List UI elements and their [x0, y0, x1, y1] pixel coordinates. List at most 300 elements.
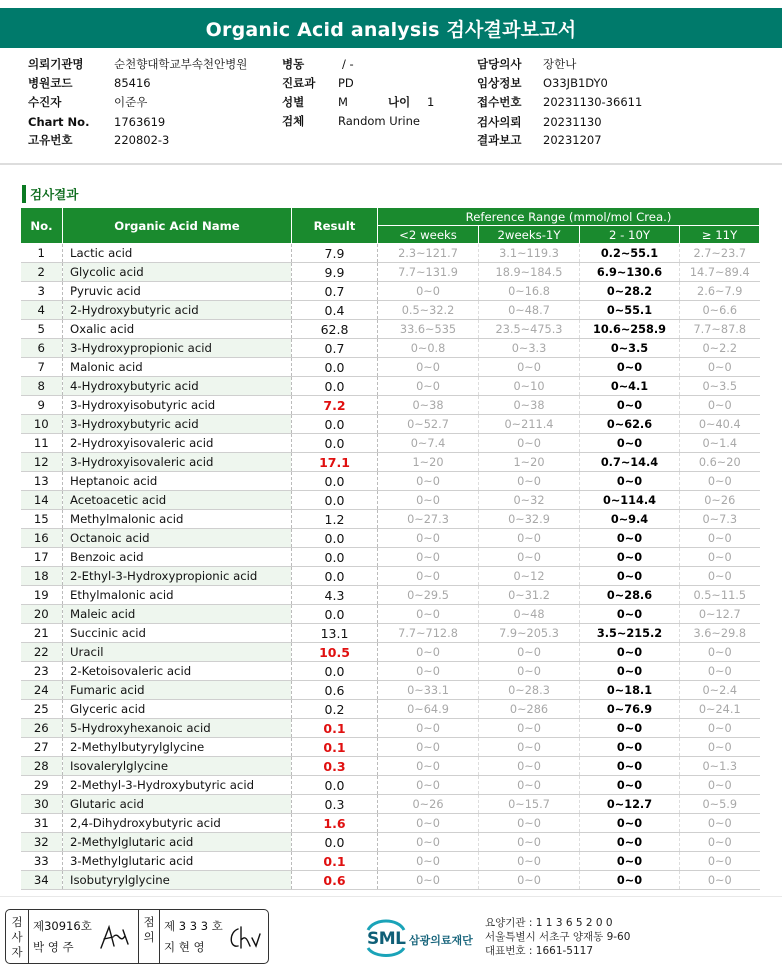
table-row — [21, 282, 760, 301]
range-under-2-weeks: 0~27.3 — [378, 510, 479, 529]
range-under-2-weeks: 0~38 — [378, 396, 479, 415]
patient-info — [0, 55, 782, 155]
range-2-weeks-to-1-year: 0~0 — [479, 434, 580, 453]
chart-no-label: Chart No. — [28, 115, 90, 129]
table-row — [21, 548, 760, 567]
result-value: 4.3 — [292, 586, 378, 605]
acid-name: 4-Hydroxybutyric acid — [63, 377, 292, 396]
range-11-years-plus: 0~24.1 — [680, 700, 760, 719]
ward-label: 병동 — [282, 57, 305, 71]
range-under-2-weeks: 0~0 — [378, 529, 479, 548]
range-2-to-10-years: 0~0 — [580, 358, 680, 377]
range-11-years-plus: 2.6~7.9 — [680, 282, 760, 301]
table-row — [21, 320, 760, 339]
range-under-2-weeks: 0~0 — [378, 491, 479, 510]
range-under-2-weeks: 0~52.7 — [378, 415, 479, 434]
table-row — [21, 377, 760, 396]
range-11-years-plus: 0~0 — [680, 358, 760, 377]
table-row — [21, 567, 760, 586]
acid-name: 3-Hydroxypropionic acid — [63, 339, 292, 358]
range-2-to-10-years: 0~0 — [580, 719, 680, 738]
range-11-years-plus: 0~3.5 — [680, 377, 760, 396]
range-2-to-10-years: 0~114.4 — [580, 491, 680, 510]
table-row — [21, 415, 760, 434]
acid-name: Benzoic acid — [63, 548, 292, 567]
table-row — [21, 776, 760, 795]
range-2-weeks-to-1-year: 0~32 — [479, 491, 580, 510]
range-2-weeks-to-1-year: 3.1~119.3 — [479, 244, 580, 263]
range-under-2-weeks: 33.6~535 — [378, 320, 479, 339]
department-value: PD — [338, 76, 354, 90]
unique-no-label: 고유번호 — [28, 133, 73, 147]
range-2-to-10-years: 0~55.1 — [580, 301, 680, 320]
range-under-2-weeks: 0~0 — [378, 605, 479, 624]
result-value: 7.2 — [292, 396, 378, 415]
row-number: 31 — [21, 814, 63, 833]
range-2-weeks-to-1-year: 0~0 — [479, 814, 580, 833]
examiner-label: 검사자 — [11, 915, 23, 959]
row-number: 27 — [21, 738, 63, 757]
result-value: 0.6 — [292, 871, 378, 890]
table-row — [21, 263, 760, 282]
range-11-years-plus: 0~2.2 — [680, 339, 760, 358]
range-2-weeks-to-1-year: 0~38 — [479, 396, 580, 415]
table-row — [21, 833, 760, 852]
row-number: 26 — [21, 719, 63, 738]
range-2-weeks-to-1-year: 1~20 — [479, 453, 580, 472]
row-number: 12 — [21, 453, 63, 472]
row-number: 33 — [21, 852, 63, 871]
result-value: 0.0 — [292, 833, 378, 852]
institution-phone: 대표번호 : 1661-5117 — [485, 945, 594, 957]
result-value: 9.9 — [292, 263, 378, 282]
range-11-years-plus: 14.7~89.4 — [680, 263, 760, 282]
acid-name: Octanoic acid — [63, 529, 292, 548]
table-row — [21, 681, 760, 700]
range-11-years-plus: 0~0 — [680, 776, 760, 795]
range-11-years-plus: 0~0 — [680, 871, 760, 890]
col-header-range-2: 2weeks-1Y — [479, 226, 580, 244]
acid-name: Maleic acid — [63, 605, 292, 624]
row-number: 1 — [21, 244, 63, 263]
acid-name: Methylmalonic acid — [63, 510, 292, 529]
signature-separator — [28, 910, 29, 963]
doctor-value: 장한나 — [543, 57, 577, 71]
acid-name: Fumaric acid — [63, 681, 292, 700]
range-2-to-10-years: 0~28.2 — [580, 282, 680, 301]
result-value: 0.7 — [292, 339, 378, 358]
examiner-signature — [98, 924, 132, 952]
range-11-years-plus: 0~0 — [680, 548, 760, 567]
row-number: 7 — [21, 358, 63, 377]
range-2-to-10-years: 0~12.7 — [580, 795, 680, 814]
range-11-years-plus: 0.6~20 — [680, 453, 760, 472]
specimen-label: 검체 — [282, 114, 305, 128]
result-value: 0.2 — [292, 700, 378, 719]
row-number: 19 — [21, 586, 63, 605]
acid-name: 3-Hydroxyisobutyric acid — [63, 396, 292, 415]
result-value: 1.6 — [292, 814, 378, 833]
range-2-weeks-to-1-year: 0~0 — [479, 757, 580, 776]
table-row — [21, 491, 760, 510]
table-row — [21, 700, 760, 719]
range-2-to-10-years: 0.2~55.1 — [580, 244, 680, 263]
row-number: 32 — [21, 833, 63, 852]
result-value: 13.1 — [292, 624, 378, 643]
patient-label: 수진자 — [28, 95, 62, 109]
report-title: Organic Acid analysis 검사결과보고서 — [0, 8, 782, 48]
range-11-years-plus: 0~0 — [680, 852, 760, 871]
range-11-years-plus: 0~2.4 — [680, 681, 760, 700]
footer-divider — [0, 896, 782, 897]
unique-no-value: 220802-3 — [114, 133, 170, 147]
reviewer-label: 점의 — [143, 915, 155, 944]
range-2-to-10-years: 0~0 — [580, 529, 680, 548]
result-value: 17.1 — [292, 453, 378, 472]
range-under-2-weeks: 0~0 — [378, 776, 479, 795]
clinical-info-value: O33JB1DY0 — [543, 76, 608, 90]
acid-name: 2-Methylglutaric acid — [63, 833, 292, 852]
range-2-to-10-years: 10.6~258.9 — [580, 320, 680, 339]
result-value: 62.8 — [292, 320, 378, 339]
institution-info — [485, 916, 630, 958]
range-2-to-10-years: 0~28.6 — [580, 586, 680, 605]
result-value: 0.0 — [292, 472, 378, 491]
row-number: 30 — [21, 795, 63, 814]
range-11-years-plus: 0~40.4 — [680, 415, 760, 434]
range-11-years-plus: 0~6.6 — [680, 301, 760, 320]
acid-name: Lactic acid — [63, 244, 292, 263]
acid-name: 2-Ketoisovaleric acid — [63, 662, 292, 681]
range-2-to-10-years: 0~0 — [580, 567, 680, 586]
range-11-years-plus: 7.7~87.8 — [680, 320, 760, 339]
range-under-2-weeks: 0~0 — [378, 719, 479, 738]
acid-name: Uracil — [63, 643, 292, 662]
sex-label: 성별 — [282, 95, 305, 109]
range-under-2-weeks: 0.5~32.2 — [378, 301, 479, 320]
range-2-weeks-to-1-year: 0~0 — [479, 662, 580, 681]
report-date-label: 결과보고 — [477, 133, 522, 147]
col-header-result: Result — [292, 208, 378, 244]
table-row — [21, 852, 760, 871]
range-11-years-plus: 0~0 — [680, 719, 760, 738]
range-under-2-weeks: 0~0.8 — [378, 339, 479, 358]
row-number: 17 — [21, 548, 63, 567]
row-number: 4 — [21, 301, 63, 320]
acid-name: Oxalic acid — [63, 320, 292, 339]
result-value: 0.0 — [292, 605, 378, 624]
request-date-label: 검사의뢰 — [477, 115, 522, 129]
range-2-weeks-to-1-year: 7.9~205.3 — [479, 624, 580, 643]
results-table — [20, 207, 760, 890]
reviewer-signature — [226, 924, 262, 952]
col-header-range-4: ≥ 11Y — [680, 226, 760, 244]
table-row — [21, 871, 760, 890]
age-value: 1 — [427, 95, 435, 109]
range-2-to-10-years: 0~0 — [580, 757, 680, 776]
hospital-code-label: 병원코드 — [28, 76, 73, 90]
result-value: 0.0 — [292, 434, 378, 453]
acid-name: 2-Methylbutyrylglycine — [63, 738, 292, 757]
doctor-label: 담당의사 — [477, 57, 522, 71]
sex-value: M — [338, 95, 348, 109]
acid-name: Ethylmalonic acid — [63, 586, 292, 605]
result-value: 10.5 — [292, 643, 378, 662]
range-2-to-10-years: 0~62.6 — [580, 415, 680, 434]
clinical-info-label: 임상정보 — [477, 76, 522, 90]
range-2-weeks-to-1-year: 0~0 — [479, 833, 580, 852]
table-row — [21, 605, 760, 624]
section-marker — [22, 185, 26, 203]
row-number: 3 — [21, 282, 63, 301]
acid-name: Succinic acid — [63, 624, 292, 643]
hospital-code-value: 85416 — [114, 76, 151, 90]
result-value: 0.0 — [292, 548, 378, 567]
range-2-to-10-years: 3.5~215.2 — [580, 624, 680, 643]
institution-address: 서울특별시 서초구 양재동 9-60 — [485, 931, 631, 943]
acid-name: Malonic acid — [63, 358, 292, 377]
range-2-weeks-to-1-year: 23.5~475.3 — [479, 320, 580, 339]
table-row — [21, 662, 760, 681]
result-value: 0.0 — [292, 358, 378, 377]
range-under-2-weeks: 0~0 — [378, 548, 479, 567]
result-value: 0.0 — [292, 529, 378, 548]
age-label: 나이 — [388, 95, 411, 109]
acid-name: Glycolic acid — [63, 263, 292, 282]
row-number: 21 — [21, 624, 63, 643]
table-row — [21, 396, 760, 415]
row-number: 6 — [21, 339, 63, 358]
specimen-value: Random Urine — [338, 114, 420, 128]
acid-name: Pyruvic acid — [63, 282, 292, 301]
row-number: 15 — [21, 510, 63, 529]
institution-label: 의뢰기관명 — [28, 57, 84, 71]
acid-name: Isovalerylglycine — [63, 757, 292, 776]
row-number: 16 — [21, 529, 63, 548]
acid-name: 5-Hydroxyhexanoic acid — [63, 719, 292, 738]
result-value: 0.1 — [292, 719, 378, 738]
acid-name: 2,4-Dihydroxybutyric acid — [63, 814, 292, 833]
examiner-name: 박 영 주 — [33, 940, 74, 954]
range-2-weeks-to-1-year: 18.9~184.5 — [479, 263, 580, 282]
result-value: 0.7 — [292, 282, 378, 301]
row-number: 14 — [21, 491, 63, 510]
range-11-years-plus: 0~0 — [680, 396, 760, 415]
org-name: 삼광의료재단 — [409, 934, 473, 947]
range-under-2-weeks: 2.3~121.7 — [378, 244, 479, 263]
row-number: 8 — [21, 377, 63, 396]
examiner-license: 제30916호 — [33, 919, 92, 933]
range-under-2-weeks: 0~0 — [378, 358, 479, 377]
receipt-no-label: 접수번호 — [477, 95, 522, 109]
range-2-weeks-to-1-year: 0~0 — [479, 776, 580, 795]
range-2-to-10-years: 0~18.1 — [580, 681, 680, 700]
table-row — [21, 757, 760, 776]
range-under-2-weeks: 1~20 — [378, 453, 479, 472]
range-2-weeks-to-1-year: 0~48.7 — [479, 301, 580, 320]
result-value: 0.0 — [292, 567, 378, 586]
col-header-reference: Reference Range (mmol/mol Crea.) — [378, 208, 760, 226]
row-number: 9 — [21, 396, 63, 415]
range-11-years-plus: 0~7.3 — [680, 510, 760, 529]
result-value: 0.1 — [292, 738, 378, 757]
result-value: 7.9 — [292, 244, 378, 263]
range-11-years-plus: 0~0 — [680, 662, 760, 681]
acid-name: 2-Hydroxybutyric acid — [63, 301, 292, 320]
range-under-2-weeks: 0~0 — [378, 757, 479, 776]
receipt-no-value: 20231130-36611 — [543, 95, 643, 109]
result-value: 0.1 — [292, 852, 378, 871]
range-2-weeks-to-1-year: 0~16.8 — [479, 282, 580, 301]
acid-name: 2-Ethyl-3-Hydroxypropionic acid — [63, 567, 292, 586]
range-under-2-weeks: 0~0 — [378, 738, 479, 757]
range-2-weeks-to-1-year: 0~0 — [479, 358, 580, 377]
row-number: 25 — [21, 700, 63, 719]
institution-value: 순천향대학교부속천안병원 — [114, 57, 248, 71]
acid-name: Isobutyrylglycine — [63, 871, 292, 890]
table-row — [21, 339, 760, 358]
range-under-2-weeks: 0~26 — [378, 795, 479, 814]
col-header-no: No. — [21, 208, 63, 244]
range-2-to-10-years: 0~0 — [580, 852, 680, 871]
institution-code: 요양기관 : 1 1 3 6 5 2 0 0 — [485, 917, 613, 929]
range-2-weeks-to-1-year: 0~12 — [479, 567, 580, 586]
row-number: 13 — [21, 472, 63, 491]
range-11-years-plus: 0.5~11.5 — [680, 586, 760, 605]
acid-name: 2-Hydroxyisovaleric acid — [63, 434, 292, 453]
range-2-weeks-to-1-year: 0~10 — [479, 377, 580, 396]
range-2-to-10-years: 0~0 — [580, 738, 680, 757]
range-11-years-plus: 0~0 — [680, 529, 760, 548]
table-row — [21, 643, 760, 662]
results-body — [21, 244, 760, 890]
range-2-weeks-to-1-year: 0~31.2 — [479, 586, 580, 605]
range-under-2-weeks: 0~0 — [378, 472, 479, 491]
range-11-years-plus: 0~26 — [680, 491, 760, 510]
col-header-range-1: <2 weeks — [378, 226, 479, 244]
range-2-weeks-to-1-year: 0~48 — [479, 605, 580, 624]
reviewer-license: 제 3 3 3 호 — [164, 919, 223, 933]
range-11-years-plus: 0~1.3 — [680, 757, 760, 776]
table-row — [21, 795, 760, 814]
signature-box — [5, 909, 269, 964]
table-row — [21, 358, 760, 377]
col-header-range-3: 2 - 10Y — [580, 226, 680, 244]
range-under-2-weeks: 0~33.1 — [378, 681, 479, 700]
range-2-to-10-years: 0~0 — [580, 662, 680, 681]
acid-name: Glyceric acid — [63, 700, 292, 719]
range-2-to-10-years: 0~4.1 — [580, 377, 680, 396]
report-date-value: 20231207 — [543, 133, 602, 147]
row-number: 22 — [21, 643, 63, 662]
range-11-years-plus: 0~0 — [680, 814, 760, 833]
range-2-to-10-years: 0~3.5 — [580, 339, 680, 358]
result-value: 0.4 — [292, 301, 378, 320]
range-under-2-weeks: 0~0 — [378, 833, 479, 852]
acid-name: Acetoacetic acid — [63, 491, 292, 510]
table-row — [21, 244, 760, 263]
range-under-2-weeks: 0~0 — [378, 282, 479, 301]
section-title-text: 검사결과 — [30, 187, 79, 202]
result-value: 0.3 — [292, 795, 378, 814]
acid-name: 3-Methylglutaric acid — [63, 852, 292, 871]
range-11-years-plus: 0~0 — [680, 738, 760, 757]
col-header-name: Organic Acid Name — [63, 208, 292, 244]
result-value: 0.0 — [292, 415, 378, 434]
range-under-2-weeks: 0~0 — [378, 871, 479, 890]
row-number: 28 — [21, 757, 63, 776]
result-value: 0.3 — [292, 757, 378, 776]
range-11-years-plus: 0~1.4 — [680, 434, 760, 453]
row-number: 29 — [21, 776, 63, 795]
acid-name: 3-Hydroxybutyric acid — [63, 415, 292, 434]
range-11-years-plus: 0~0 — [680, 472, 760, 491]
range-2-weeks-to-1-year: 0~0 — [479, 643, 580, 662]
range-2-to-10-years: 0~0 — [580, 605, 680, 624]
range-2-weeks-to-1-year: 0~0 — [479, 529, 580, 548]
range-2-to-10-years: 0~0 — [580, 833, 680, 852]
acid-name: 2-Methyl-3-Hydroxybutyric acid — [63, 776, 292, 795]
range-2-weeks-to-1-year: 0~15.7 — [479, 795, 580, 814]
acid-name: Heptanoic acid — [63, 472, 292, 491]
request-date-value: 20231130 — [543, 115, 602, 129]
result-value: 0.0 — [292, 491, 378, 510]
row-number: 2 — [21, 263, 63, 282]
chart-no-value: 1763619 — [114, 115, 166, 129]
range-2-to-10-years: 0~9.4 — [580, 510, 680, 529]
range-2-weeks-to-1-year: 0~28.3 — [479, 681, 580, 700]
result-value: 1.2 — [292, 510, 378, 529]
row-number: 23 — [21, 662, 63, 681]
row-number: 20 — [21, 605, 63, 624]
range-2-weeks-to-1-year: 0~211.4 — [479, 415, 580, 434]
table-row — [21, 301, 760, 320]
range-2-to-10-years: 0~0 — [580, 396, 680, 415]
range-under-2-weeks: 0~0 — [378, 377, 479, 396]
table-row — [21, 510, 760, 529]
range-2-to-10-years: 0~0 — [580, 776, 680, 795]
range-under-2-weeks: 0~0 — [378, 567, 479, 586]
row-number: 18 — [21, 567, 63, 586]
range-2-to-10-years: 0~0 — [580, 548, 680, 567]
range-under-2-weeks: 0~0 — [378, 662, 479, 681]
logo-letters: SML — [367, 929, 406, 949]
table-row — [21, 453, 760, 472]
range-11-years-plus: 2.7~23.7 — [680, 244, 760, 263]
range-under-2-weeks: 7.7~131.9 — [378, 263, 479, 282]
range-under-2-weeks: 0~0 — [378, 814, 479, 833]
acid-name: 3-Hydroxyisovaleric acid — [63, 453, 292, 472]
range-11-years-plus: 0~5.9 — [680, 795, 760, 814]
ward-value: / - — [342, 57, 354, 71]
range-2-weeks-to-1-year: 0~0 — [479, 719, 580, 738]
range-under-2-weeks: 0~64.9 — [378, 700, 479, 719]
range-2-to-10-years: 0~76.9 — [580, 700, 680, 719]
range-2-to-10-years: 0~0 — [580, 871, 680, 890]
patient-value: 이준우 — [114, 95, 148, 109]
range-2-to-10-years: 0~0 — [580, 472, 680, 491]
range-2-weeks-to-1-year: 0~0 — [479, 852, 580, 871]
range-under-2-weeks: 0~0 — [378, 643, 479, 662]
range-2-weeks-to-1-year: 0~286 — [479, 700, 580, 719]
table-row — [21, 529, 760, 548]
range-11-years-plus: 0~0 — [680, 567, 760, 586]
result-value: 0.0 — [292, 662, 378, 681]
result-value: 0.6 — [292, 681, 378, 700]
range-2-weeks-to-1-year: 0~3.3 — [479, 339, 580, 358]
range-2-to-10-years: 0~0 — [580, 643, 680, 662]
range-under-2-weeks: 0~0 — [378, 852, 479, 871]
